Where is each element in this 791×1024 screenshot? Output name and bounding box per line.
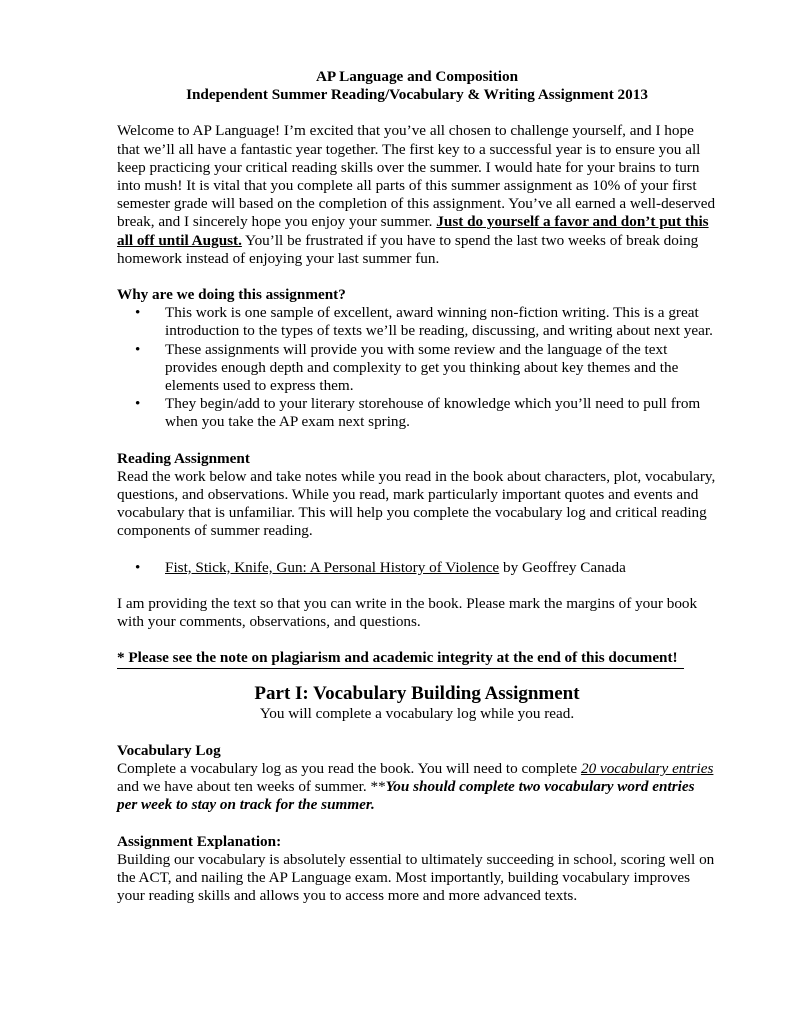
list-item: • They begin/add to your literary storehouse of knowledge which you’ll need to pull from when you take the AP exam next spring. bbox=[135, 395, 701, 431]
horizontal-divider bbox=[117, 668, 684, 669]
book-list bbox=[117, 559, 717, 577]
part1-subtitle: You will complete a vocabulary log while you read. bbox=[259, 705, 575, 723]
welcome-emphasis: Just do yourself a favor and don’t put this all off until August. bbox=[117, 213, 709, 249]
welcome-text-b: You’ll be frustrated if you have to spend the last two weeks of break doing homework instead of enjoying your last summer fun. bbox=[117, 231, 699, 267]
welcome-text-a: Welcome to AP Language! I’m excited that you’ve all chosen to challenge yourself, and I hope that we’ll all have a fantastic year together. The first key to a successful year is to ensure you all keep practicing your critical reading skills over the summer. I would hate for your brains to turn into mush! It is vital that you complete all parts of this summer assignment as 10% of your first semester grade will based on the completion of this assignment. You’ve all earned a well-deserved break, and I sincerely hope you enjoy your summer. bbox=[117, 122, 716, 231]
provide-text-paragraph: I am providing the text so that you can write in the book. Please mark the margins of your book with your comments, observations, and questions. bbox=[117, 594, 698, 631]
part1-title: Part I: Vocabulary Building Assignment bbox=[254, 683, 580, 705]
vocab-entries-count: 20 vocabulary entries bbox=[580, 759, 714, 777]
document-page bbox=[117, 68, 717, 905]
bullet-icon: • bbox=[135, 558, 141, 576]
bullet-icon: • bbox=[135, 340, 141, 358]
bullet-icon: • bbox=[135, 395, 141, 413]
explanation-heading: Assignment Explanation: bbox=[117, 832, 282, 850]
vocab-log-emphasis: You should complete two vocabulary word entries per week to stay on track for the summer. bbox=[117, 778, 695, 814]
explanation-paragraph: Building our vocabulary is absolutely essential to ultimately succeeding in school, scoring well on the ACT, and nailing the AP Language exam. Most importantly, building vocabulary improves your reading skills and allows you to access more and more advanced texts. bbox=[117, 850, 715, 905]
course-title: AP Language and Composition bbox=[315, 68, 519, 85]
why-bullet-list bbox=[117, 304, 717, 431]
list-item: • These assignments will provide you with some review and the language of the text provides enough depth and complexity to get you thinking about key themes and the elements used to express them. bbox=[135, 340, 679, 395]
reading-paragraph: Read the work below and take notes while you read in the book about characters, plot, vocabulary, questions, and observations. While you read, mark particularly important quotes and events and vocabulary that is unfamiliar. This will help you complete the vocabulary log and critical reading components of summer reading. bbox=[117, 467, 716, 540]
list-item: • This work is one sample of excellent, award winning non-fiction writing. This is a great introduction to the types of texts we’ll be reading, discussing, and writing about next year. bbox=[135, 304, 713, 340]
welcome-paragraph bbox=[117, 122, 717, 268]
book-author: by Geoffrey Canada bbox=[499, 558, 626, 576]
vocab-log-heading: Vocabulary Log bbox=[117, 741, 221, 759]
vocab-log-paragraph: Complete a vocabulary log as you read the book. You will need to complete 20 vocabulary entries and we have about ten weeks of summer. **You should complete two vocabulary word entries per week to stay on track for the summer. bbox=[117, 759, 714, 814]
assignment-title: Independent Summer Reading/Vocabulary & Writing Assignment 2013 bbox=[186, 86, 648, 104]
bullet-icon: • bbox=[135, 304, 141, 322]
why-heading: Why are we doing this assignment? bbox=[117, 286, 346, 304]
reading-heading: Reading Assignment bbox=[117, 449, 250, 467]
plagiarism-note: * Please see the note on plagiarism and academic integrity at the end of this document! bbox=[117, 649, 678, 667]
list-item bbox=[135, 559, 717, 577]
book-title: Fist, Stick, Knife, Gun: A Personal History of Violence bbox=[165, 558, 500, 576]
